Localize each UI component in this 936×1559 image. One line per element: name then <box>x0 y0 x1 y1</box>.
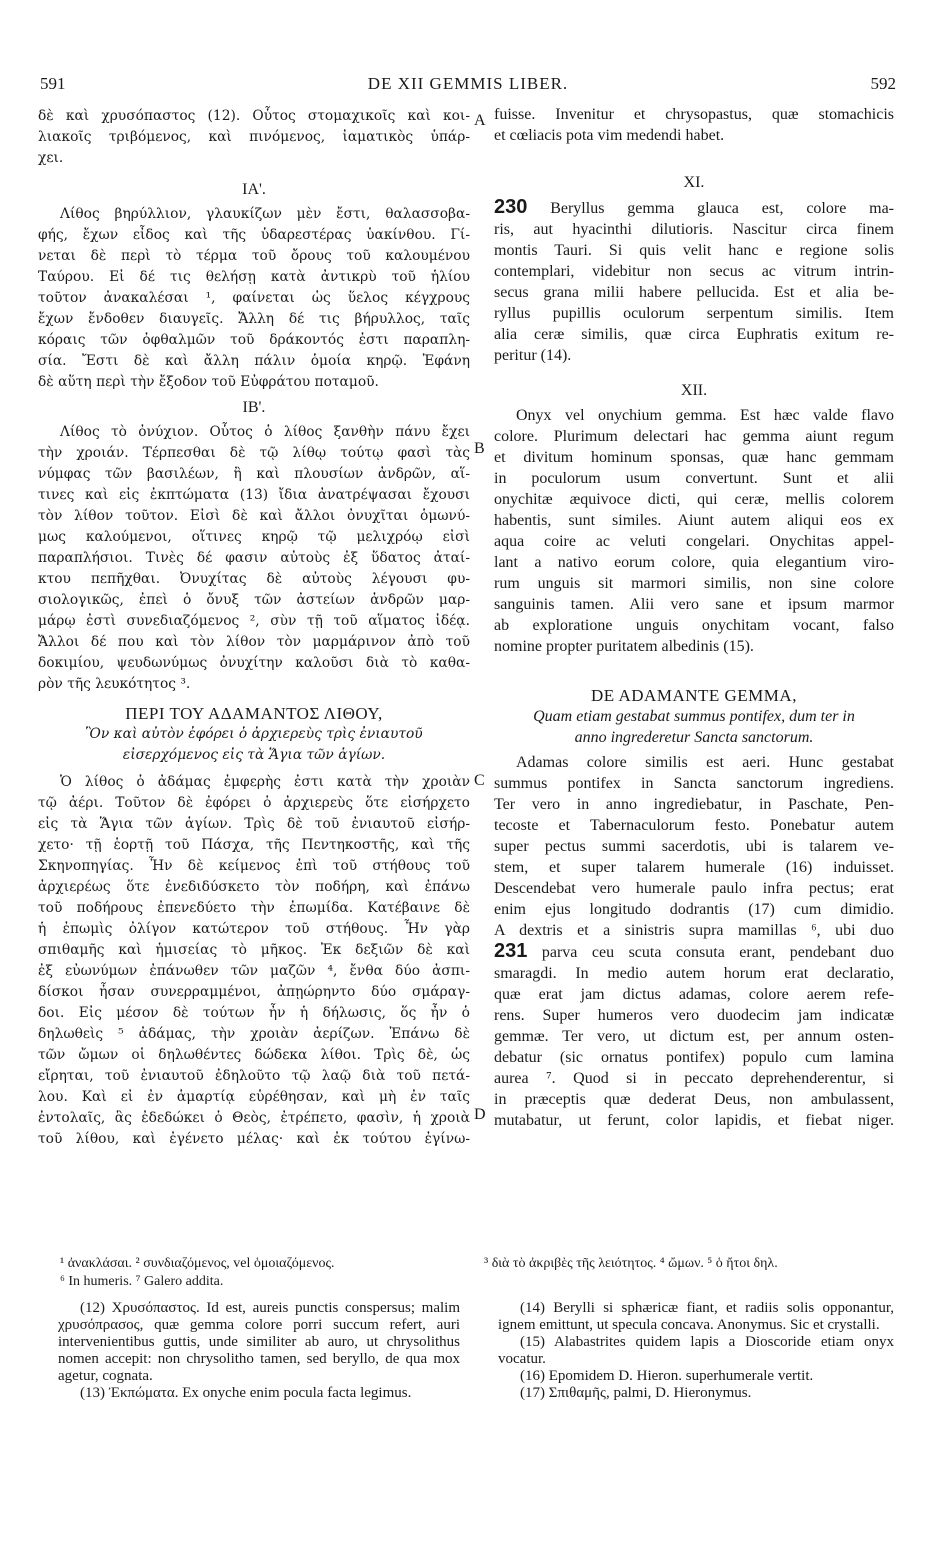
text-line: νύμφας τῶν βασιλέων, ἢ καὶ πλουσίων ἀνδρῶν, αἵ- <box>38 466 470 482</box>
text-line: δοκιμίου, ψευδωνύμως ὀνυχίτην καλοῦσι διὰ τὸ καθα- <box>38 655 470 671</box>
latin-opening <box>494 104 894 146</box>
text-line: ab exploratione unguis onychitam vocant, falso <box>494 617 894 634</box>
text-line: summus pontifex in Sancta sanctorum ingrediens. <box>494 775 894 792</box>
note-12: (12) Χρυσόπαστος. Id est, aureis punctis conspersus; malim χρυσόπρασος, quæ gemma colore porri succum refert, auri intervenientibus guttis, unde similiter ab auro, ut chrysolithus nomen accepit: non chrysolitho tamen, sed beryllo, de qua mox agetur, cognata. <box>58 1300 460 1384</box>
text-line: secus grana milii habere pellucida. Est et alia be- <box>494 284 894 301</box>
text-line: peritur (14). <box>494 347 572 364</box>
text-line: nomine propter puritatem albedinis (15). <box>494 638 754 655</box>
notes-left-column <box>58 1300 460 1402</box>
text-line: enim ejus longitudo dodrantis (17) cum dimidio. <box>494 901 894 918</box>
margin-mark-b: B <box>474 440 485 457</box>
greek-section-12 <box>38 422 470 695</box>
text-line: debatur (sic ornatus pontifex) populo cum lamina <box>494 1049 894 1066</box>
text-line: tecoste et Tabernaculorum festo. Ponebatur autem <box>494 817 894 834</box>
text-line: σπιθαμῆς καὶ ἡμισείας τὸ μῆκος. Ἐκ δεξιῶν δὲ καὶ <box>38 942 470 958</box>
text-line: τῶν ὤμων οἱ δηλωθέντες δώδεκα λίθοι. Τρὶς δὲ, ὡς <box>38 1047 470 1063</box>
text-line: et divitum hominum sponsas, quæ hanc gemmam <box>494 449 894 466</box>
text-line: Σκηνοπηγίας. Ἦν δὲ κείμενος ἐπὶ τοῦ στήθους τοῦ <box>38 858 470 874</box>
text-line: νεται δὲ περὶ τὸ τέρμα τοῦ ὄρους τοῦ καλουμένου <box>38 248 470 264</box>
text-line: ris, aut hyacinthi dilutioris. Nascitur circa finem <box>494 221 894 238</box>
text-line: παραπλήσιοι. Τινὲς δέ φασιν αὐτοὺς ἐξ ὕδατος ἀταί- <box>38 550 470 566</box>
note-17: (17) Σπιθαμῆς, palmi, D. Hieronymus. <box>520 1385 752 1401</box>
text-line: rum unguis sit marmori similis, non sine colore <box>494 575 894 592</box>
latin-column <box>494 104 894 1131</box>
text-line: Ταύρου. Εἰ δέ τις θελήσῃ κατὰ ἀντικρὺ τοῦ ἡλίου <box>38 269 470 285</box>
margin-mark-a: A <box>474 112 486 129</box>
page-number-right: 592 <box>870 74 896 93</box>
text-line: δοι. Εἰς μέσον δὲ τούτων ἦν ἡ δήλωσις, ὅς ἦν ὁ <box>38 1005 470 1021</box>
text-line: δηλωθεὶς ⁵ ἀδάμας, τὴν χροιὰν ἀερίζων. Ἐπάνω δὲ <box>38 1026 470 1042</box>
text-line: fuisse. Invenitur et chrysopastus, quæ stomachicis <box>494 106 894 123</box>
text-line: δὲ αὕτη περὶ τὴν ἔξοδον τοῦ Εὐφράτου ποταμοῦ. <box>38 374 379 390</box>
text-line: λιακοῖς τριβόμενος, καὶ πινόμενος, ἰαματικὸς ὑπάρ- <box>38 129 470 145</box>
text-line: Λίθος τὸ ὀνύχιον. Οὗτος ὁ λίθος ξανθὴν πάνυ ἔχει <box>60 424 470 440</box>
text-line: Λίθος βηρύλλιον, γλαυκίζων μὲν ἔστι, θαλασσοβα- <box>60 206 470 222</box>
text-line: μως καλούμενοι, οἵτινες κηρῷ τῷ μελιχρόῳ εἰσὶ <box>38 529 470 545</box>
text-line: τὴν χροιάν. Τέρπεσθαι δὲ τῷ λίθῳ τούτῳ φασὶ τὰς <box>38 445 470 461</box>
text-line: in poculorum usum convertunt. Sunt et alii <box>494 470 894 487</box>
greek-section-12-title: ΙΒ'. <box>242 399 266 416</box>
footnotes-line-1-right: ³ διὰ τὸ ἀκριβὲς τῆς λειότητος. ⁴ ὤμων. ⁵ ὁ ἤτοι δηλ. <box>484 1256 778 1271</box>
greek-adamas-title: ΠΕΡΙ ΤΟΥ ΑΔΑΜΑΝΤΟΣ ΛΙΘΟΥ, <box>125 704 383 723</box>
text-line: ἀρχιερέως ὅτε ἐνεδιδύσκετο τὸν ποδήρη, καὶ ἐπάνω <box>38 879 470 895</box>
text-line: rens. Super humeros vero duodecim jam indicatæ <box>494 1007 894 1024</box>
text-line: Adamas colore similis est aeri. Hunc gestabat <box>516 754 894 771</box>
margin-mark-d: D <box>474 1106 486 1123</box>
note-15: (15) Alabastrites quidem lapis a Dioscoride etiam onyx vocatur. <box>498 1334 894 1367</box>
text-line: τῷ ἀέρι. Τοῦτον δὲ ἐφόρει ὁ ἀρχιερεὺς ὅτε εἰσήρχετο <box>38 795 470 811</box>
text-line <box>494 941 894 963</box>
column-number-230: 230 <box>494 197 528 218</box>
notes-right-column <box>498 1300 894 1402</box>
latin-section-12-title: XII. <box>680 382 708 399</box>
latin-adamas-title: DE ADAMANTE GEMMA, <box>591 686 797 705</box>
footnotes-line-1-left: ¹ ἀνακλάσαι. ² συνδιαζόμενος, vel ὁμοιαζόμενος. <box>60 1256 335 1271</box>
running-title: DE XII GEMMIS LIBER. <box>367 74 569 93</box>
running-header <box>40 74 896 96</box>
text-line: gemmæ. Ter vero, ut dictum est, per annum osten- <box>494 1028 894 1045</box>
text-line: τοῦ ποδήρους ἐπενεδύετο τὴν ἐπωμίδα. Κατέβαινε δὲ <box>38 900 470 916</box>
text-line: τοῦτον ἀνακαλέσαι ¹, φαίνεται ὡς ὕελος κέγχρους <box>38 290 470 306</box>
greek-opening <box>38 106 470 169</box>
text-line: lant a nativo eorum colore, quia elegantium viro- <box>494 554 894 571</box>
text-line: σία. Ἔστι δὲ καὶ ἄλλη πάλιν ὁμοία κηρῷ. Ἐφάνη <box>38 353 470 369</box>
text-line <box>494 197 894 219</box>
text-line: Onyx vel onychium gemma. Est hæc valde flavo <box>516 407 894 424</box>
column-number-231: 231 <box>494 941 528 962</box>
text-line: ρὸν τῆς λευκότητος ³. <box>38 676 191 692</box>
text-line: quæ erat jam dictus adamas, colore aerem refe- <box>494 986 894 1003</box>
text-line: δὲ καὶ χρυσόπαστος (12). Οὗτος στομαχικοῖς καὶ κοι- <box>38 108 470 124</box>
text-line: τοῦ λίθου, καὶ ἐγένετο μέλας· καὶ ἐκ τούτου ἐγίνω- <box>38 1131 470 1147</box>
greek-adamas-subtitle-2: εἰσερχόμενος εἰς τὰ Ἅγια τῶν ἁγίων. <box>122 747 386 763</box>
text-line: ἐντολαῖς, ἃς ἐδεδώκει ὁ Θεὸς, ἐτρέπετο, φασὶν, ἡ χροιὰ <box>38 1110 470 1126</box>
text-line: smaragdi. In medio autem horum erat declaratio, <box>494 965 894 982</box>
text-line: contemplari, videbitur non secus ac vitrum intrin- <box>494 263 894 280</box>
text-line: et cœliacis pota vim medendi habet. <box>494 127 725 144</box>
text-line-body: parva ceu scuta consuta erant, pendebant duo <box>541 944 894 961</box>
text-line: Ἄλλοι δέ που καὶ τὸν λίθον τὸν μαρμάρινον ἀπὸ τοῦ <box>38 634 470 650</box>
text-line: ἡ ἐπωμὶς ὀλίγον κατώτερον τοῦ στήθους. Ἦν γὰρ <box>38 921 470 937</box>
note-14: (14) Berylli si sphæricæ fiant, et radiis solis opponantur, ignem emittunt, ut specula concava. Anonymus. Sic et crystalli. <box>498 1300 894 1333</box>
text-line: λου. Καὶ εἰ ἐν ἁμαρτίᾳ εὑρέθησαν, καὶ μὴ ἐν ταῖς <box>38 1089 470 1105</box>
text-line: μάρῳ ἐστὶ συνεδιαζόμενος ², σὺν τῇ τοῦ αἵματος ἰδέᾳ. <box>38 613 470 629</box>
text-line: onychitæ æquivoce dicti, qui ceræ, mellis colorem <box>494 491 894 508</box>
text-line: Ὁ λίθος ὁ ἀδάμας ἐμφερὴς ἐστι κατὰ τὴν χροιὰν <box>60 774 470 790</box>
text-line: aqua coire ac veluti congelari. Onychitas appel- <box>494 533 894 550</box>
note-16: (16) Epomidem D. Hieron. superhumerale vertit. <box>520 1368 814 1384</box>
text-line: alia ceræ similis, quæ circa Euphratis exitum re- <box>494 326 894 343</box>
text-line: aurea ⁷. Quod si in peccato deprehenderentur, si <box>494 1070 894 1087</box>
text-line: ἐξ εὐωνύμων ἐπάνωθεν τῶν μαζῶν ⁴, ἔνθα δύο ἀσπι- <box>38 963 470 979</box>
text-line: κτου πεπῆχθαι. Ὀνυχίτας δὲ αὐτοὺς λέγουσι φυ- <box>38 571 470 587</box>
latin-adamas-subtitle-1: Quam etiam gestabat summus pontifex, dum ter in <box>533 708 855 725</box>
text-line: τινες καὶ εἰς ἐκπτώματα (13) ἴδια ἀνατρέψασαι ἔχουσι <box>38 487 470 503</box>
text-line: εἴρηται, τοῦ ἐνιαυτοῦ ἐδηλοῦτο τῷ λαῷ διὰ τοῦ πετά- <box>38 1068 470 1084</box>
text-line: A dextris et a sinistris supra mamillas ⁶, ubi duo <box>494 922 894 939</box>
margin-mark-c: C <box>474 772 485 789</box>
text-line: ryllus pupillis oculorum serpentum similis. Item <box>494 305 894 322</box>
text-line: εἰς τὰ Ἅγια τῶν ἁγίων. Τρὶς δὲ τοῦ ἐνιαυτοῦ εἰσήρ- <box>38 816 470 832</box>
text-line: χει. <box>38 150 64 166</box>
text-line-body: Beryllus gemma glauca est, colore ma- <box>550 200 894 217</box>
text-line: φής, ἔχων εἶδος καὶ τῆς ὑδαρεστέρας ὑακίνθου. Γί- <box>38 227 470 243</box>
greek-adamas-body <box>38 772 470 1150</box>
page-number-left: 591 <box>40 74 66 93</box>
text-line: Descendebat vero humerale paulo infra pectus; erat <box>494 880 894 897</box>
latin-section-11 <box>494 197 894 366</box>
greek-column <box>38 106 470 1150</box>
footnotes-line-2: ⁶ In humeris. ⁷ Galero addita. <box>60 1274 224 1289</box>
text-line: colore. Plurimum delectari hac gemma aiunt regum <box>494 428 894 445</box>
latin-section-12 <box>494 405 894 657</box>
text-line: χετο· τῇ ἑορτῇ τοῦ Πάσχα, τῆς Πεντηκοστῆς, καὶ τῆς <box>38 837 470 853</box>
greek-section-11-title: ΙΑ'. <box>242 181 266 198</box>
text-line: κόραις τῶν ὀφθαλμῶν τοῦ δράκοντός ἐστι παραπλη- <box>38 332 470 348</box>
latin-adamas-subtitle-2: anno ingrederetur Sancta sanctorum. <box>574 729 814 746</box>
text-line: montis Tauri. Si quis velit hanc e regione solis <box>494 242 894 259</box>
text-line: σιολογικῶς, ἐπεὶ ὁ ὄνυξ τῶν ἀστείων ἀνδρῶν μαρ- <box>38 592 470 608</box>
latin-adamas-body <box>494 752 894 1131</box>
text-line: ἔχων ἔνδοθεν διαυγεῖς. Ἄλλη δέ τις βήρυλλος, ταῖς <box>38 311 470 327</box>
text-line: habentis, sunt similes. Aiunt autem aliqui eos ex <box>494 512 894 529</box>
text-line: Ter vero in anno ingrediebatur, in Paschate, Pen- <box>494 796 894 813</box>
text-line: stem, et super talarem humerale (16) induisset. <box>494 859 894 876</box>
text-line: super pectus summi sacerdotis, ubi is talarem ve- <box>494 838 894 855</box>
note-13: (13) Ἐκπώματα. Ex onyche enim pocula facta legimus. <box>80 1385 412 1401</box>
text-line: τὸν λίθον τοῦτον. Εἰσὶ δὲ καὶ ἄλλοι ὀνυχῖται ὁμωνύ- <box>38 508 470 524</box>
latin-section-11-title: XI. <box>683 174 705 191</box>
text-line: in præceptis quæ dederat Deus, non ambulassent, <box>494 1091 894 1108</box>
text-line: sanguinis tamen. Alii vero sane et ipsum marmor <box>494 596 894 613</box>
text-line: mutabatur, ut ferunt, color lapidis, et fiebat niger. <box>494 1112 894 1129</box>
greek-section-11 <box>38 204 470 393</box>
greek-adamas-subtitle-1: Ὃν καὶ αὐτὸν ἐφόρει ὁ ἀρχιερεὺς τρὶς ἐνιαυτοῦ <box>85 726 423 742</box>
text-line: δίσκοι ἦσαν συνερραμμένοι, ἀπῃώρηντο δύο σμάραγ- <box>38 984 470 1000</box>
